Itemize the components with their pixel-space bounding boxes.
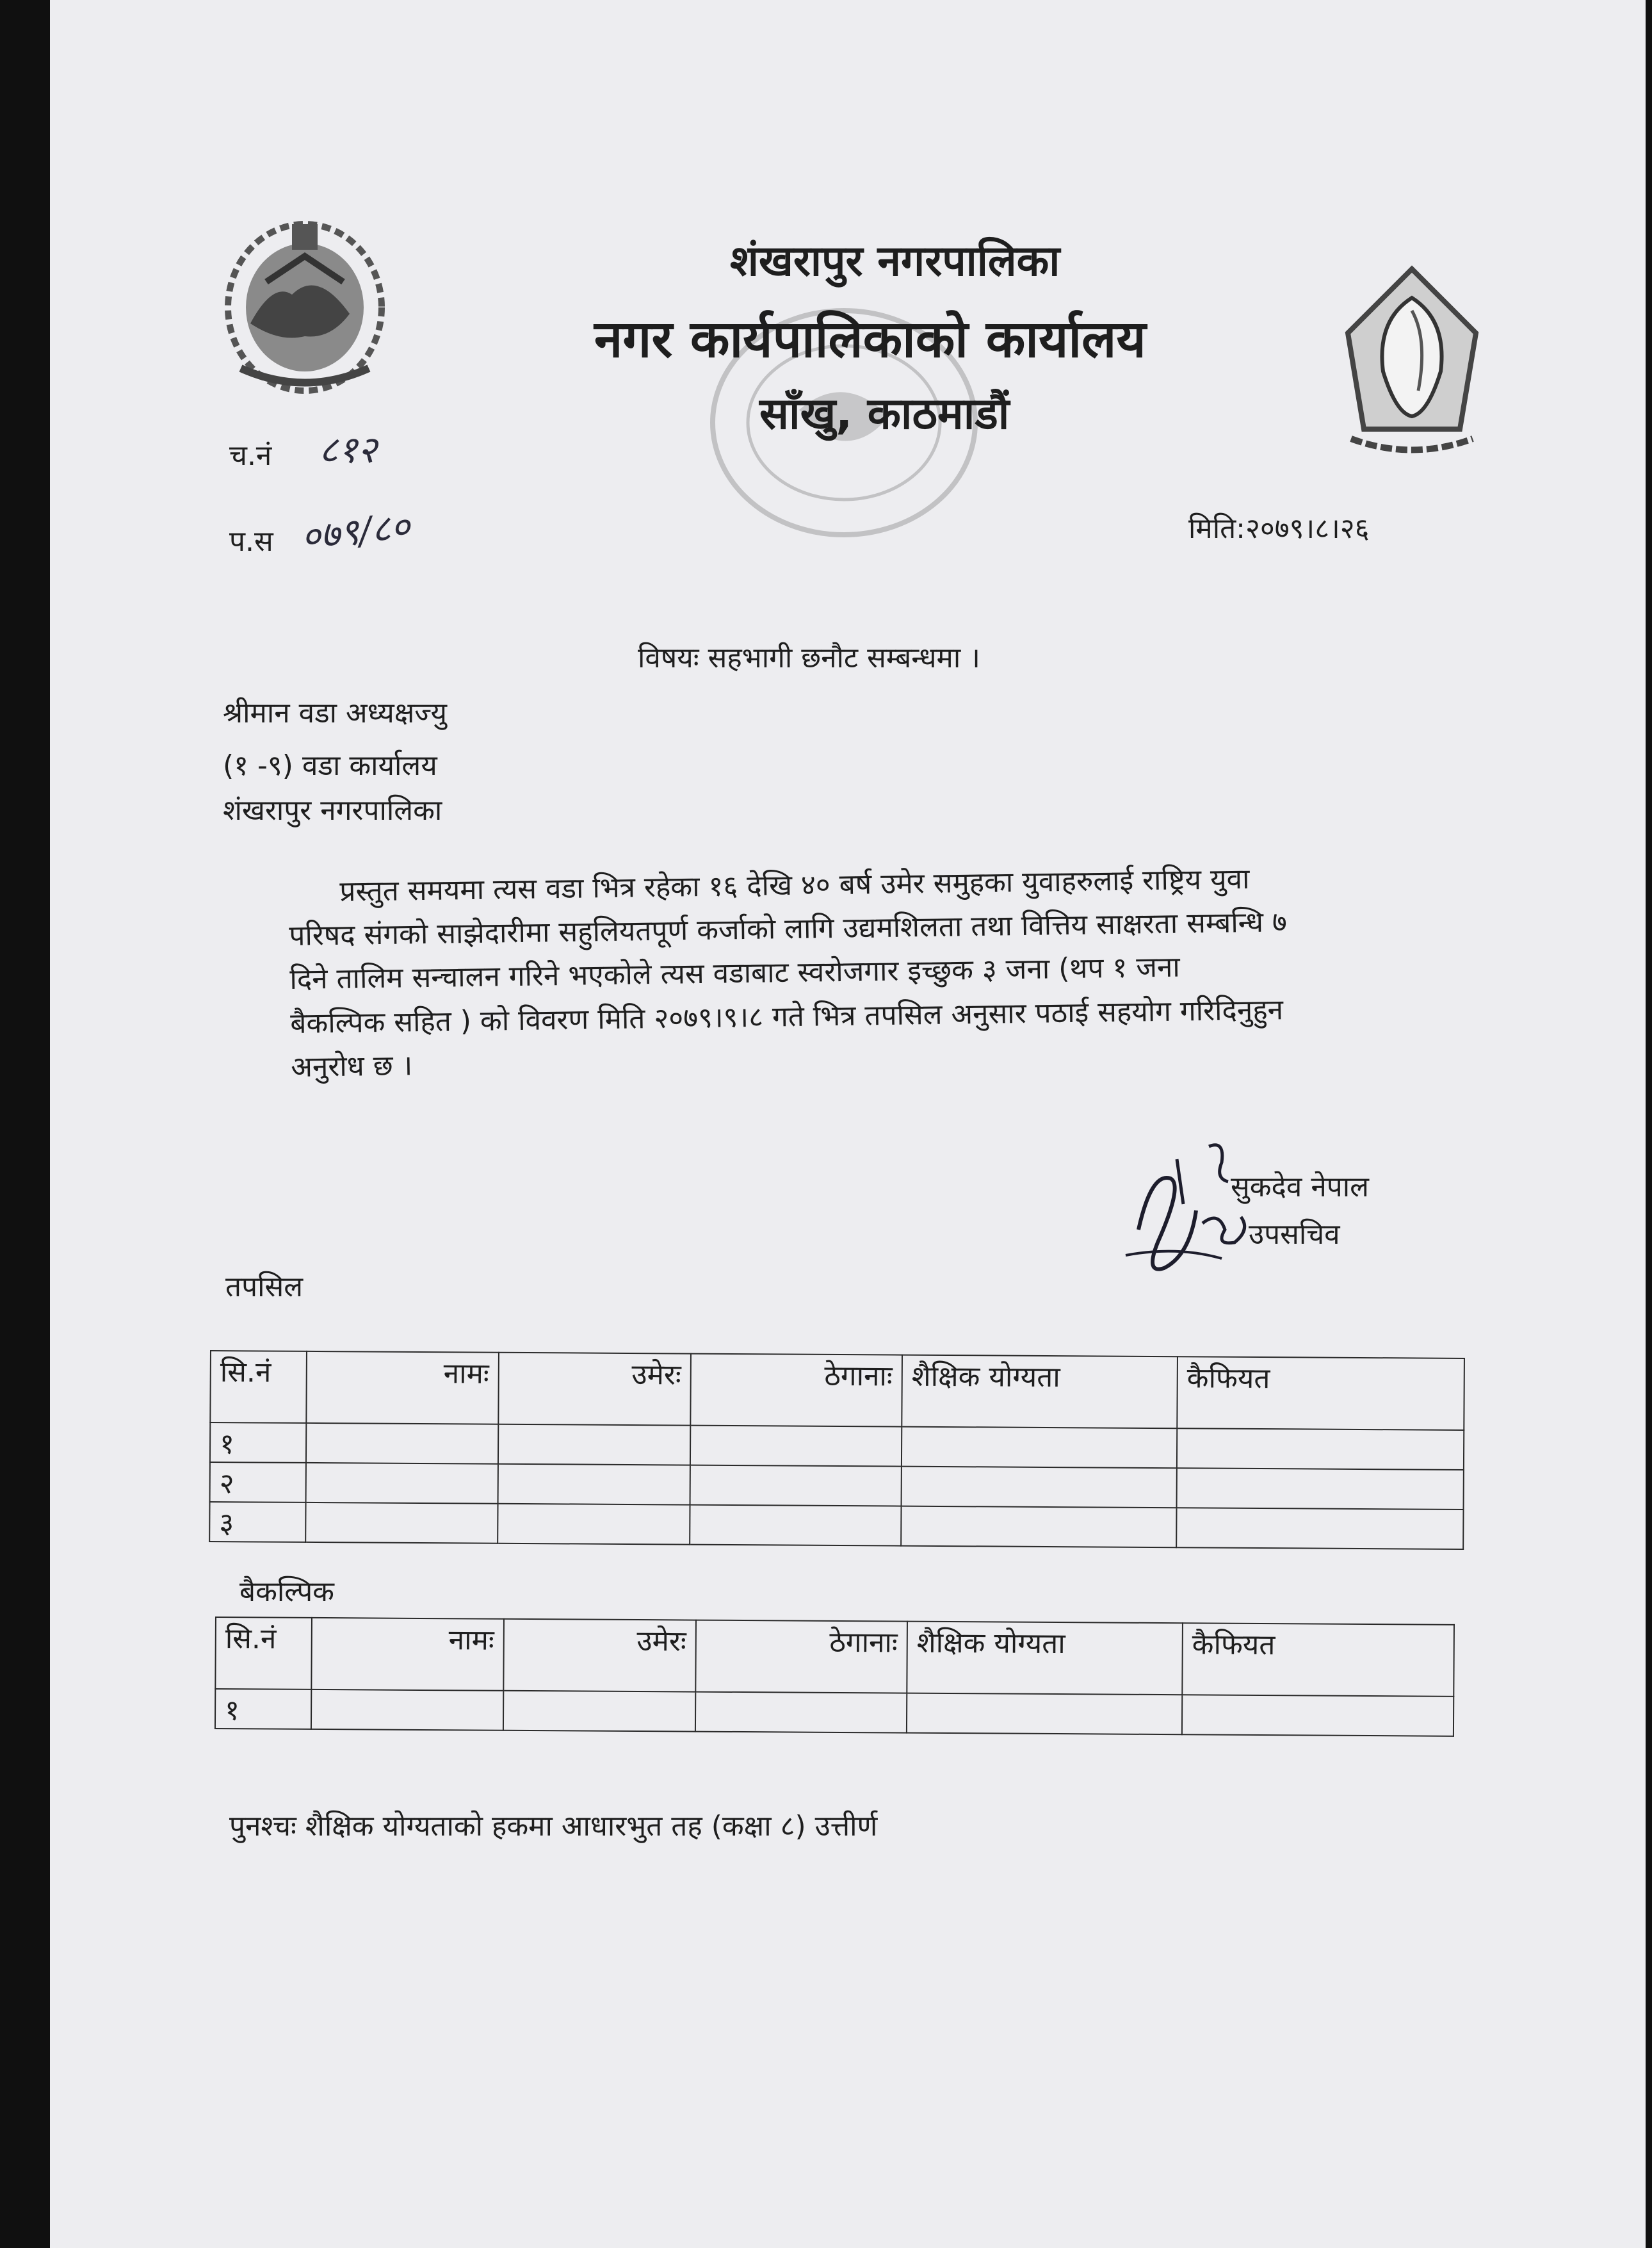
body-line: प्रस्तुत समयमा त्यस वडा भित्र रहेका १६ देखि ४० बर्ष उमेर समुहका युवाहरुलाई राष्ट्रिय युवा: [339, 863, 1250, 908]
column-header: ठेगानाः: [695, 1620, 907, 1693]
patra-number: ०७९/८०: [298, 504, 412, 559]
alternate-table: [215, 1617, 1455, 1737]
office-name: नगर कार्यपालिकाको कार्यालय: [594, 309, 1146, 369]
row-number: २: [210, 1462, 306, 1503]
handwritten-signature: [1113, 1134, 1279, 1287]
body-line: दिने तालिम सन्चालन गरिने भएकोले त्यस वडाबाट स्वरोजगार इच्छुक ३ जना (थप १ जना: [289, 950, 1181, 997]
column-header: ठेगानाः: [690, 1354, 902, 1427]
footnote: पुनश्चः शैक्षिक योग्यताको हकमा आधारभुत तह (कक्षा ८) उत्तीर्ण: [229, 1810, 878, 1843]
alternate-heading: बैकल्पिक: [239, 1576, 334, 1608]
letter-date: मिति:२०७९।८।२६: [1188, 512, 1370, 545]
letter-body: [288, 853, 1559, 1089]
column-header: नामः: [306, 1351, 499, 1424]
schedule-table: [209, 1350, 1465, 1550]
conch-emblem-icon: [1332, 263, 1492, 461]
letter-subject: विषयः सहभागी छनौट सम्बन्धमा ।: [638, 642, 980, 674]
column-header: नामः: [311, 1618, 504, 1691]
column-header: सि.नं: [215, 1617, 312, 1690]
recipient-line-2: (१ -९) वडा कार्यालय: [223, 749, 437, 782]
recipient-line-1: श्रीमान वडा अध्यक्षज्यु: [223, 697, 447, 729]
row-number: १: [210, 1422, 306, 1463]
body-line: बैकल्पिक सहित ) को विवरण मिति २०७९।९।८ गते भित्र तपसिल अनुसार पठाई सहयोग गरिदिनुहुन: [289, 993, 1284, 1040]
body-line: परिषद संगको साझेदारीमा सहुलियतपूर्ण कर्जाको लागि उद्यमशिलता तथा वित्तिय साक्षरता सम्बन्धि ७: [289, 906, 1288, 953]
column-header: उमेरः: [503, 1619, 696, 1692]
schedule-heading: तपसिल: [225, 1271, 304, 1303]
table-row: [209, 1502, 1463, 1549]
column-header: कैफियत: [1177, 1356, 1464, 1430]
column-header: उमेरः: [498, 1353, 691, 1426]
table-header-row: [210, 1351, 1464, 1430]
signatory-title: उपसचिव: [1249, 1218, 1340, 1251]
table-header-row: [215, 1617, 1454, 1697]
row-number: १: [215, 1689, 311, 1729]
municipality-name: शंखरापुर नगरपालिका: [730, 236, 1060, 286]
recipient-line-3: शंखरापुर नगरपालिका: [223, 794, 442, 827]
column-header: सि.नं: [210, 1351, 307, 1423]
table-row: [215, 1689, 1454, 1736]
nepal-emblem-icon: [222, 211, 388, 397]
column-header: शैक्षिक योग्यता: [902, 1355, 1178, 1429]
patra-label: प.स: [229, 525, 273, 558]
column-header: कैफियत: [1182, 1623, 1454, 1697]
column-header: शैक्षिक योग्यता: [907, 1622, 1183, 1695]
signatory-name: सुकदेव नेपाल: [1231, 1171, 1369, 1203]
chalani-label: च.नं: [229, 439, 272, 472]
chalani-number: ८१२: [319, 428, 377, 471]
office-location: साँखु, काठमाडौं: [759, 389, 1010, 439]
row-number: ३: [209, 1502, 305, 1542]
letter-page: [50, 0, 1646, 2248]
body-line: अनुरोध छ ।: [290, 1049, 413, 1084]
